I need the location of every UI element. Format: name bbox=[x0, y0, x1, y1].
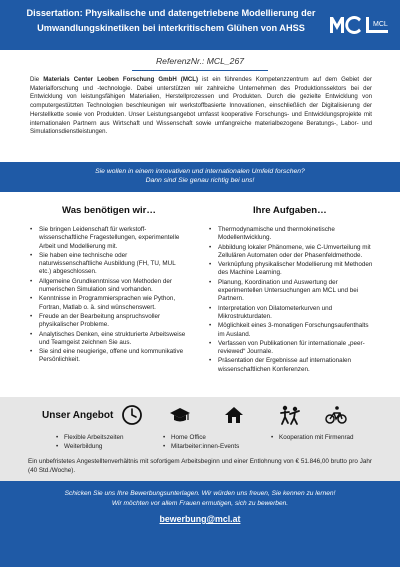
requirements-heading: Was benötigen wir… bbox=[62, 205, 156, 216]
offer-list-1 bbox=[56, 434, 124, 452]
list-item: • Möglichkeit eines 3-monatigen Forschungsaufenthalts im Ausland. bbox=[209, 322, 374, 339]
graduation-cap-icon bbox=[169, 404, 191, 426]
offer-heading: Unser Angebot bbox=[42, 410, 114, 421]
intro-rest: ist ein führendes Kompetenzzentrum auf dem Gebiet der Materialforschung und -technologie. Dabei unterstützen wir zahlreiche Unternehmen des Produktionssektors bei der Entwicklung von leistungsfähigen Materialien, Herstellprozessen und Produkten. Durch die gezielte Entwicklung von computergestützten Technologien beschleunigen wir werkstoffbasierte Innovationen, einschließlich der Digitalisierung der Herstellkette sowie von Produkten. Unser Leistungsangebot umfasst kooperative Forschungs- und Entwicklungsprojekte mit internationalen Partnern aus Wirtschaft und Wissenschaft sowie umfangreiche materialbezogene Beratungs-, Labor- und Simulationsdienstleistungen. bbox=[30, 76, 372, 136]
list-item: • Freude an der Bearbeitung anspruchsvoller physikalischer Probleme. bbox=[30, 313, 188, 330]
list-item: • Planung, Koordination und Auswertung der experimentellen Untersuchungen am MCL und bei Partnern. bbox=[209, 279, 374, 304]
list-item: • Sie bringen Leidenschaft für werkstoff-wissenschaftliche Fragestellungen, experimentelle Arbeit und Modellierung mit. bbox=[30, 226, 188, 251]
title-line-2: Umwandlungskinetiken bei interkritischem Glühen von AHSS bbox=[37, 23, 305, 33]
people-icon bbox=[279, 404, 301, 426]
intro-lead: Die bbox=[30, 76, 44, 83]
list-item: • Verknüpfung physikalischer Modellierung mit Methoden des Machine Learning. bbox=[209, 261, 374, 278]
list-item: • Kooperation mit Firmenrad bbox=[271, 434, 354, 443]
page-title bbox=[6, 6, 336, 36]
reference-divider bbox=[132, 70, 268, 71]
intro-company: Materials Center Leoben Forschung GmbH (MCL) bbox=[43, 76, 199, 83]
company-intro bbox=[30, 76, 372, 137]
list-item: • Mitarbeiter:innen-Events bbox=[163, 443, 239, 452]
list-item: • Allgemeine Grundkenntnisse von Methoden der numerischen Simulation sind vorhanden. bbox=[30, 278, 188, 295]
mcl-logo-icon bbox=[328, 13, 390, 37]
banner-line-2: Dann sind Sie genau richtig bei uns! bbox=[145, 177, 255, 184]
list-item: • Sie haben eine technische oder naturwissenschaftliche Ausbildung (FH, TU, MUL etc.) abgeschlossen. bbox=[30, 252, 188, 277]
footer-text bbox=[0, 489, 400, 508]
offer-list-2 bbox=[163, 434, 239, 452]
application-email-link[interactable]: bewerbung@mcl.at bbox=[159, 514, 241, 524]
tasks-list bbox=[209, 226, 374, 375]
list-item: • Analytisches Denken, eine strukturierte Arbeitsweise und Teamgeist zeichnen Sie aus. bbox=[30, 331, 188, 348]
logo-text: MCL bbox=[373, 21, 388, 28]
footer-bar bbox=[0, 481, 400, 567]
offer-list-3 bbox=[271, 434, 354, 443]
list-item: • Interpretation von Dilatometerkurven und Mikrostrukturdaten. bbox=[209, 305, 374, 322]
clock-icon bbox=[121, 404, 143, 426]
list-item: • Abbildung lokaler Phänomene, wie C-Umverteilung mit Zellulären Automaten oder der Phasenfeldmethode. bbox=[209, 244, 374, 261]
footer-line-1: Schicken Sie uns Ihre Bewerbungsunterlagen. Wir würden uns freuen, Sie kennen zu lernen! bbox=[64, 490, 336, 497]
header-bar bbox=[0, 0, 400, 50]
house-icon bbox=[223, 404, 245, 426]
list-item: • Thermodynamische und thermokinetische Modellentwicklung. bbox=[209, 226, 374, 243]
tasks-heading: Ihre Aufgaben… bbox=[253, 205, 327, 216]
requirements-list bbox=[30, 226, 188, 366]
title-line-1: Dissertation: Physikalische und datengetriebene Modellierung der bbox=[26, 8, 316, 18]
reference-number: ReferenzNr.: MCL_267 bbox=[155, 56, 245, 66]
invitation-banner bbox=[0, 162, 400, 192]
list-item: • Präsentation der Ergebnisse auf internationalen wissenschaftlichen Konferenzen. bbox=[209, 357, 374, 374]
list-item: • Sie sind eine neugierige, offene und kommunikative Persönlichkeit. bbox=[30, 348, 188, 365]
list-item: • Weiterbildung bbox=[56, 443, 124, 452]
footer-line-2: Wir möchten vor allem Frauen ermutigen, sich zu bewerben. bbox=[111, 499, 289, 507]
bicycle-icon bbox=[325, 404, 347, 426]
list-item: • Verfassen von Publikationen für internationale „peer-reviewed“ Journale. bbox=[209, 340, 374, 357]
list-item: • Flexible Arbeitszeiten bbox=[56, 434, 124, 443]
list-item: • Home Office bbox=[163, 434, 239, 443]
salary-text: Ein unbefristetes Angestelltenverhältnis mit sofortigem Arbeitsbeginn und einer Entlohnung von € 51.846,00 brutto pro Jahr (40 Std./Woche). bbox=[28, 458, 372, 474]
list-item: • Kenntnisse in Programmiersprachen wie Python, Fortran, Matlab o. ä. sind wünschenswert. bbox=[30, 295, 188, 312]
banner-line-1: Sie wollen in einem innovativen und internationalen Umfeld forschen? bbox=[95, 168, 305, 175]
